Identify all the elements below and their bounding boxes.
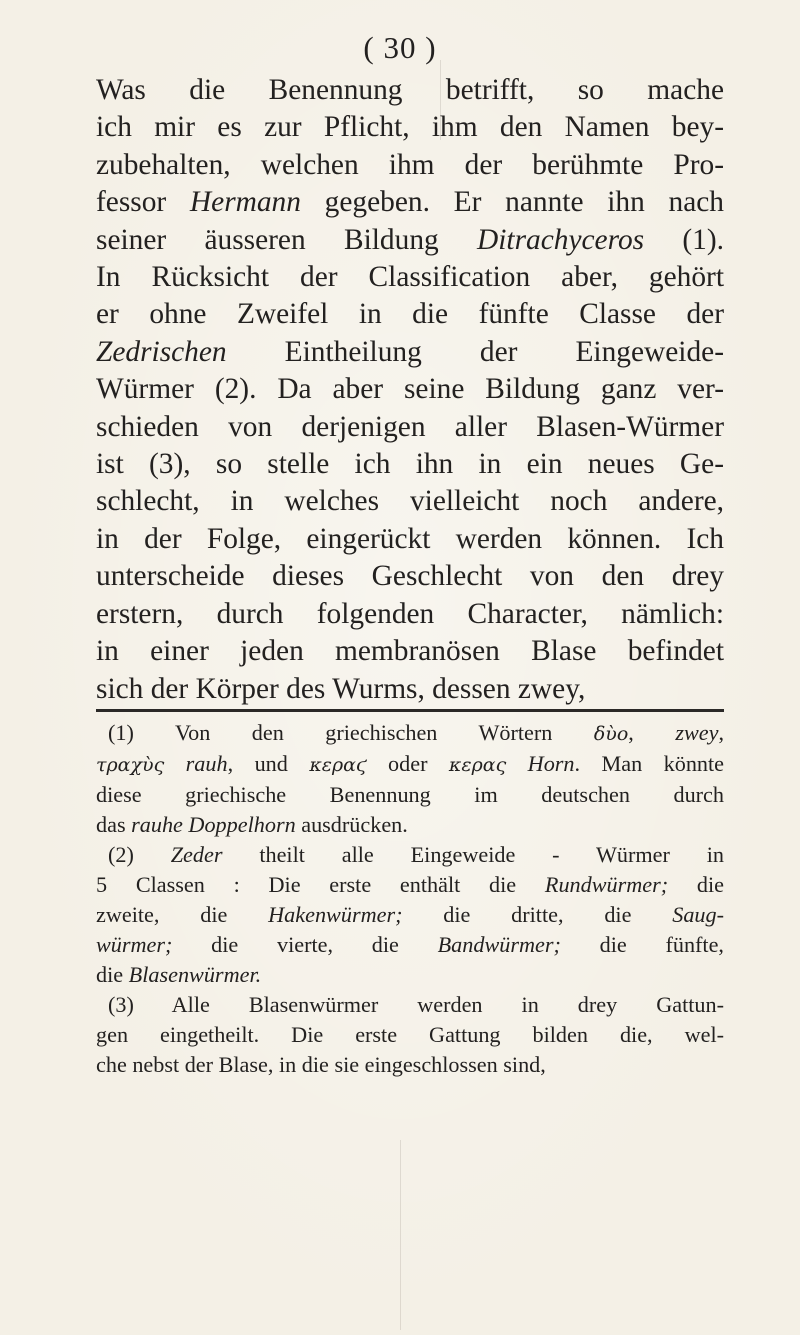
text-segment: 5 Classen : Die erste enthält die <box>96 872 545 897</box>
text-segment: das <box>96 812 132 837</box>
text-segment: . Man könnte <box>574 751 725 776</box>
footnote-line <box>96 749 724 780</box>
text-line <box>96 596 724 633</box>
text-line <box>96 296 724 333</box>
text-line <box>96 483 724 520</box>
text-segment: ich mir es zur Pflicht, ihm den Namen bey- <box>96 111 724 144</box>
bleed-through-mark <box>400 1140 401 1330</box>
text-segment: sich der Körper des Wurms, dessen zwey, <box>96 672 586 705</box>
text-line <box>96 671 724 708</box>
text-segment: oder <box>366 751 449 776</box>
text-line <box>96 147 724 184</box>
text-line <box>96 446 724 483</box>
footnote-line <box>96 990 724 1020</box>
footnote-line <box>96 960 724 990</box>
greek-word: δὺο <box>593 723 629 745</box>
text-segment: die fünfte, <box>560 932 724 957</box>
italic-name: Hermann <box>189 186 301 219</box>
italic-term: Blasenwürmer. <box>128 962 262 987</box>
greek-word: τραχὺς <box>96 754 165 776</box>
text-segment: in einer jeden membranösen Blase befindet <box>96 635 724 668</box>
italic-term: Zeder <box>170 842 223 867</box>
text-segment: er ohne Zweifel in die fünfte Classe der <box>96 298 724 331</box>
italic-term: Hakenwürmer; <box>268 902 403 927</box>
text-segment <box>164 751 185 776</box>
text-segment: Was die Benennung betrifft, so mache <box>96 74 724 106</box>
text-segment: In Rücksicht der Classification aber, gehört <box>96 261 724 294</box>
text-segment: , <box>628 720 676 745</box>
footnote-line <box>96 718 724 749</box>
text-line <box>96 109 724 146</box>
text-segment: , <box>718 720 725 745</box>
text-line <box>96 259 724 296</box>
footnote-line <box>96 1050 724 1080</box>
text-line <box>96 371 724 408</box>
text-segment: diese griechische Benennung im deutschen durch <box>96 782 724 807</box>
greek-word: κεραϛ <box>309 754 367 776</box>
greek-word: κερας <box>448 754 507 776</box>
text-segment: in der Folge, eingerückt werden können. Ich <box>96 522 724 555</box>
footnotes <box>96 718 724 1080</box>
text-segment: (1) Von den griechischen Wörtern <box>108 720 594 745</box>
footnote-line <box>96 930 724 960</box>
text-segment: ausdrücken. <box>295 812 408 837</box>
page-number: ( 30 ) <box>363 30 437 65</box>
text-segment: ist (3), so stelle ich ihn in ein neues Ge- <box>96 448 724 481</box>
text-segment: die <box>668 872 725 897</box>
italic-term: Saug- <box>672 902 724 927</box>
text-segment: die dritte, die <box>402 902 673 927</box>
text-line <box>96 222 724 259</box>
italic-term: rauh <box>185 751 228 776</box>
text-segment: zubehalten, welchen ihm der berühmte Pro- <box>96 148 724 181</box>
text-segment: gen eingetheilt. Die erste Gattung bilden die, wel- <box>96 1022 724 1047</box>
footnote-divider <box>96 709 724 712</box>
main-paragraph <box>96 72 724 708</box>
footnote-line <box>96 1020 724 1050</box>
footnote-line <box>96 810 724 840</box>
text-line <box>96 558 724 595</box>
text-segment: (1). <box>644 223 725 256</box>
text-line <box>96 184 724 221</box>
text-line <box>96 521 724 558</box>
text-segment: erstern, durch folgenden Character, nämlich: <box>96 597 724 630</box>
text-segment: , und <box>227 751 310 776</box>
text-segment: schieden von derjenigen aller Blasen-Würmer <box>96 410 724 443</box>
footnote-line <box>96 870 724 900</box>
text-segment <box>506 751 527 776</box>
text-segment: gegeben. Er nannte ihn nach <box>300 186 724 219</box>
italic-name: Zedrischen <box>96 335 227 368</box>
text-segment: che nebst der Blase, in die sie eingeschlossen sind, <box>96 1052 546 1077</box>
text-segment: zweite, die <box>96 902 269 927</box>
text-line <box>96 334 724 371</box>
footnote-line <box>96 900 724 930</box>
text-segment: die vierte, die <box>172 932 438 957</box>
text-segment: die <box>96 962 129 987</box>
text-segment: fessor <box>96 186 190 219</box>
text-segment: seiner äusseren Bildung <box>96 223 478 256</box>
text-line <box>96 409 724 446</box>
text-segment: unterscheide dieses Geschlecht von den drey <box>96 560 724 593</box>
italic-term: rauhe Doppelhorn <box>131 812 296 837</box>
italic-term: Rundwürmer; <box>544 872 669 897</box>
text-segment: theilt alle Eingeweide - Würmer in <box>222 842 724 867</box>
italic-term: Bandwürmer; <box>437 932 561 957</box>
footnote-line <box>96 840 724 870</box>
text-segment: schlecht, in welches vielleicht noch andere, <box>96 485 724 518</box>
text-segment: Eintheilung der Eingeweide- <box>226 335 724 368</box>
italic-term: würmer; <box>96 932 173 957</box>
italic-term: Horn <box>527 751 575 776</box>
italic-name: Ditrachyceros <box>477 223 645 256</box>
text-line <box>96 72 724 109</box>
text-line <box>96 633 724 670</box>
text-segment: Würmer (2). Da aber seine Bildung ganz ver- <box>96 373 724 406</box>
footnote-line <box>96 780 724 810</box>
italic-term: zwey <box>675 720 719 745</box>
text-segment: (3) Alle Blasenwürmer werden in drey Gattun- <box>108 992 724 1017</box>
text-segment: (2) <box>108 842 171 867</box>
